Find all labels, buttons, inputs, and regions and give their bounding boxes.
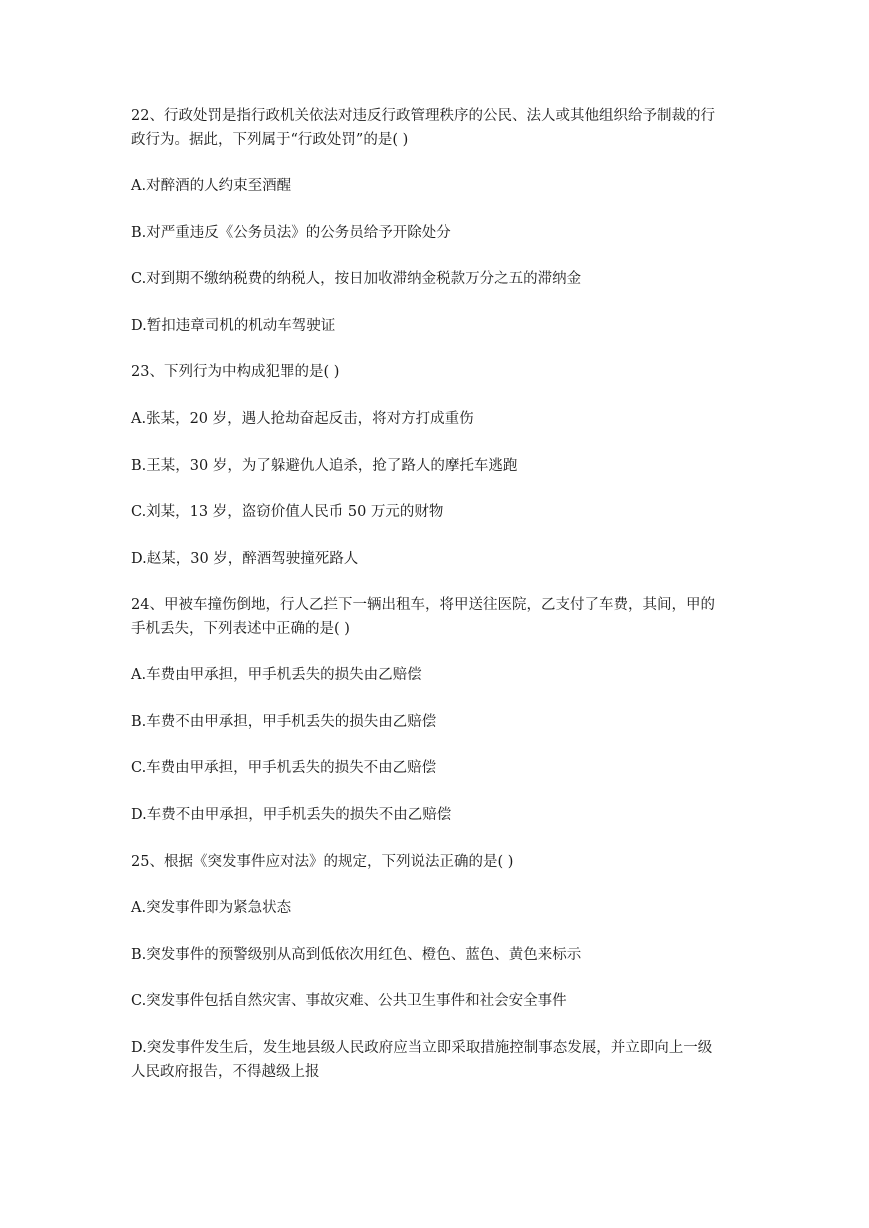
- question-22-stem-line-2: 政行为。据此，下列属于“行政处罚”的是( ): [131, 132, 409, 148]
- question-24-stem-line-2: 手机丢失，下列表述中正确的是( ): [131, 621, 350, 637]
- question-25-option-b: B.突发事件的预警级别从高到低依次用红色、橙色、蓝色、黄色来标示: [131, 947, 582, 963]
- question-23-option-b: B.王某，30 岁，为了躲避仇人追杀，抢了路人的摩托车逃跑: [131, 458, 518, 474]
- question-22-option-a: A.对醉酒的人约束至酒醒: [131, 178, 292, 194]
- question-22-option-b: B.对严重违反《公务员法》的公务员给予开除处分: [131, 225, 451, 241]
- question-22-option-d: D.暂扣违章司机的机动车驾驶证: [131, 318, 336, 334]
- question-25-option-c: C.突发事件包括自然灾害、事故灾难、公共卫生事件和社会安全事件: [131, 993, 567, 1009]
- question-22-stem-line-1: 22、行政处罚是指行政机关依法对违反行政管理秩序的公民、法人或其他组织给予制裁的行: [131, 108, 715, 124]
- question-25-option-d-line-2: 人民政府报告，不得越级上报: [131, 1064, 320, 1080]
- question-25-option-a: A.突发事件即为紧急状态: [131, 900, 292, 916]
- question-23-option-a: A.张某，20 岁，遇人抢劫奋起反击，将对方打成重伤: [131, 411, 474, 427]
- question-25-stem: 25、根据《突发事件应对法》的规定，下列说法正确的是( ): [131, 854, 514, 870]
- question-24-option-a: A.车费由甲承担，甲手机丢失的损失由乙赔偿: [131, 667, 422, 683]
- question-24-option-b: B.车费不由甲承担，甲手机丢失的损失由乙赔偿: [131, 714, 437, 730]
- question-24-option-c: C.车费由甲承担，甲手机丢失的损失不由乙赔偿: [131, 760, 437, 776]
- question-24-stem-line-1: 24、甲被车撞伤倒地，行人乙拦下一辆出租车，将甲送往医院，乙支付了车费，其间，甲的: [131, 597, 715, 613]
- question-23-option-c: C.刘某，13 岁，盗窃价值人民币 50 万元的财物: [131, 504, 444, 520]
- question-24-option-d: D.车费不由甲承担，甲手机丢失的损失不由乙赔偿: [131, 807, 452, 823]
- question-23-stem: 23、下列行为中构成犯罪的是( ): [131, 364, 340, 380]
- question-22-option-c: C.对到期不缴纳税费的纳税人，按日加收滞纳金税款万分之五的滞纳金: [131, 271, 582, 287]
- question-23-option-d: D.赵某，30 岁，醉酒驾驶撞死路人: [131, 551, 359, 567]
- question-25-option-d-line-1: D.突发事件发生后，发生地县级人民政府应当立即采取措施控制事态发展，并立即向上一级: [131, 1040, 713, 1056]
